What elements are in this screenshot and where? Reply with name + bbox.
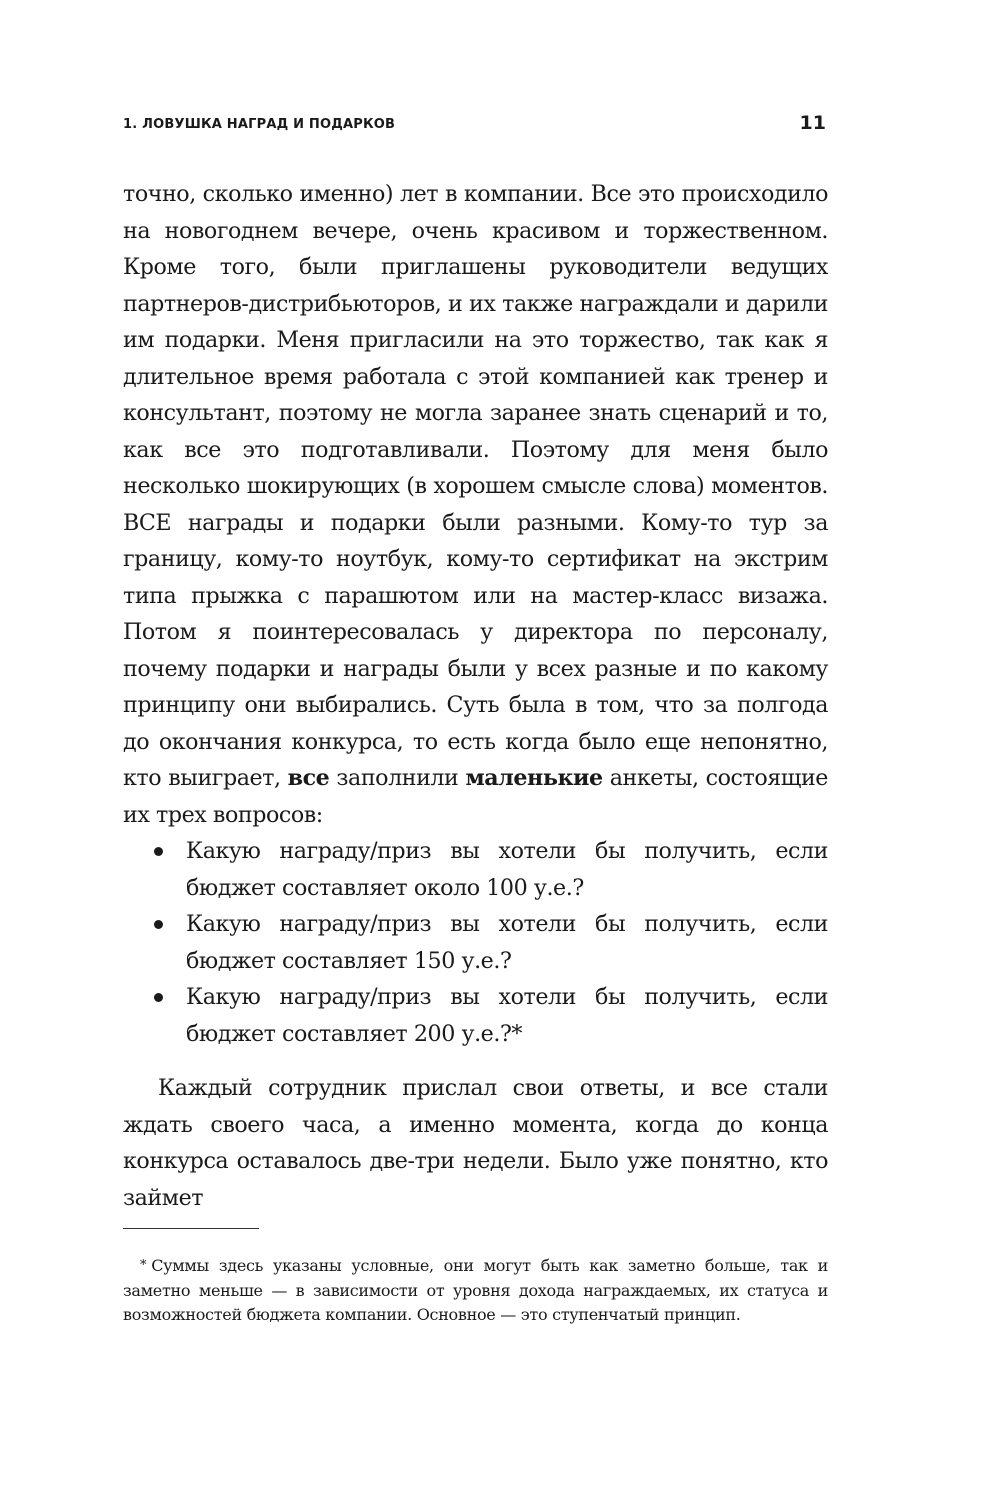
paragraph	[123, 176, 828, 833]
bullet-icon	[154, 847, 163, 856]
body-text	[123, 176, 828, 1216]
bullet-icon	[154, 920, 163, 929]
paragraph-text: анкеты, состоящие их трех вопросов:	[123, 765, 828, 828]
paragraph-text: точно, сколько именно) лет в компании. Все это происходило на новогоднем вечере, очень красивом и торжественном. Кроме того, были приглашены руководители ведущих партнеров-дистрибьюторов, и их также награждали и дарили им подарки. Меня пригласили на это торжество, так как я длительное время работала с этой компанией как тренер и консультант, поэтому не могла заранее знать сценарий и то, как все это подготавливали. Поэтому для меня было несколько шокирующих (в хорошем смысле слова) моментов. ВСЕ награды и подарки были разными. Кому-то тур за границу, кому-то ноутбук, кому-то сертификат на экстрим типа прыжка с парашютом или на мастер-класс визажа. Потом я поинтересовалась у директора по персоналу, почему подарки и награды были у всех разные и по какому принципу они выбирались. Суть была в том, что за полгода до окончания конкурса, то есть когда было еще непонятно, кто выиграет,	[123, 181, 828, 791]
list-item-text: Какую награду/приз вы хотели бы получить, если бюджет составляет 150 у.е.?	[186, 911, 828, 974]
list-item	[186, 979, 828, 1052]
bullet-list	[123, 833, 828, 1052]
bullet-icon	[154, 993, 163, 1002]
footnote	[123, 1254, 828, 1328]
list-item-text: Какую награду/приз вы хотели бы получить, если бюджет составляет 200 у.е.?*	[186, 984, 828, 1047]
page-number: 11	[799, 112, 826, 134]
footnote-text: Суммы здесь указаны условные, они могут быть как заметно больше, так и заметно меньше — в зависимости от уровня дохода награждаемых, их статуса и возможностей бюджета компании. Основное — это ступенчатый принцип.	[123, 1256, 828, 1324]
paragraph-text: Каждый сотрудник прислал свои ответы, и все стали ждать своего часа, а именно момента, когда до конца конкурса оставалось две-три недели. Было уже понятно, кто займет	[123, 1075, 828, 1211]
page-header	[123, 112, 828, 138]
footnote-marker: *	[140, 1258, 147, 1273]
emphasis-text: маленькие	[465, 765, 603, 791]
paragraph-text: заполнили	[336, 765, 459, 791]
list-item	[186, 906, 828, 979]
list-item-text: Какую награду/приз вы хотели бы получить, если бюджет составляет около 100 у.е.?	[186, 838, 828, 901]
emphasis-text: все	[287, 765, 330, 791]
paragraph	[123, 1070, 828, 1216]
footnote-divider	[123, 1228, 259, 1229]
running-title: 1. ЛОВУШКА НАГРАД И ПОДАРКОВ	[123, 117, 396, 132]
list-item	[186, 833, 828, 906]
